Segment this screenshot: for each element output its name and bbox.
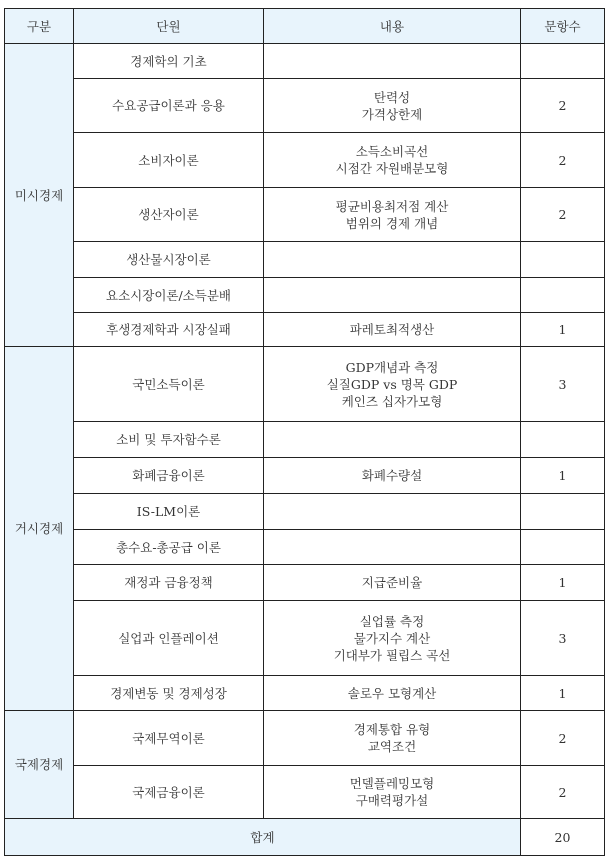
unit-cell: 실업과 인플레이션 — [74, 601, 264, 676]
category-cell: 미시경제 — [5, 44, 74, 347]
table-row — [5, 278, 605, 313]
unit-cell: 경제변동 및 경제성장 — [74, 676, 264, 711]
table-row — [5, 676, 605, 711]
table-row — [5, 711, 605, 766]
table-row — [5, 79, 605, 133]
unit-cell: 소비 및 투자함수론 — [74, 422, 264, 458]
content-cell — [264, 313, 521, 347]
table-row — [5, 188, 605, 242]
content-cell — [264, 458, 521, 494]
count-cell: 2 — [521, 79, 605, 133]
count-cell: 1 — [521, 676, 605, 711]
unit-cell: 화폐금융이론 — [74, 458, 264, 494]
content-line: 기대부가 필립스 곡선 — [333, 647, 451, 663]
table-row — [5, 347, 605, 422]
content-line: 경제통합 유형 — [353, 722, 431, 737]
total-count: 20 — [521, 819, 605, 856]
count-cell — [521, 242, 605, 278]
table-row — [5, 242, 605, 278]
table-row — [5, 44, 605, 79]
content-line: 케인즈 십자가모형 — [341, 393, 443, 409]
content-line: 교역조건 — [367, 739, 417, 754]
content-line: 구매력평가설 — [355, 793, 429, 808]
content-cell — [264, 188, 521, 242]
unit-cell: 재정과 금융정책 — [74, 565, 264, 601]
content-line: 가격상한제 — [361, 106, 423, 122]
count-cell — [521, 422, 605, 458]
content-cell — [264, 422, 521, 458]
content-cell — [264, 676, 521, 711]
unit-cell: 국제금융이론 — [74, 766, 264, 819]
category-cell: 거시경제 — [5, 347, 74, 711]
unit-cell: 국제무역이론 — [74, 711, 264, 766]
content-cell — [264, 347, 521, 422]
content-cell — [264, 766, 521, 819]
header-content: 내용 — [264, 9, 521, 44]
unit-cell: 국민소득이론 — [74, 347, 264, 422]
content-line: 솔로우 모형계산 — [347, 685, 437, 701]
content-line: 물가지수 계산 — [353, 630, 431, 646]
table-row — [5, 601, 605, 676]
total-label: 합계 — [5, 819, 521, 856]
count-cell: 1 — [521, 458, 605, 494]
content-line: 평균비용최저점 계산 — [335, 198, 449, 214]
header-unit: 단원 — [74, 9, 264, 44]
header-count: 문항수 — [521, 9, 605, 44]
content-line: 먼델플레밍모형 — [349, 776, 435, 791]
count-cell — [521, 494, 605, 530]
count-cell — [521, 44, 605, 79]
count-cell — [521, 530, 605, 565]
table-row — [5, 133, 605, 188]
content-line: 파레토최적생산 — [349, 322, 435, 337]
content-line: 범위의 경제 개념 — [345, 215, 439, 231]
content-line: 실질GDP vs 명목 GDP — [326, 376, 458, 392]
unit-cell: 요소시장이론/소득분배 — [74, 278, 264, 313]
table-row — [5, 422, 605, 458]
content-cell — [264, 565, 521, 601]
count-cell: 2 — [521, 711, 605, 766]
content-line: 화폐수량설 — [361, 468, 423, 483]
content-cell — [264, 530, 521, 565]
count-cell — [521, 278, 605, 313]
count-cell: 3 — [521, 601, 605, 676]
unit-cell: 생산물시장이론 — [74, 242, 264, 278]
count-cell: 1 — [521, 565, 605, 601]
content-line: GDP개념과 측정 — [345, 359, 439, 375]
table-row — [5, 530, 605, 565]
unit-cell: 생산자이론 — [74, 188, 264, 242]
content-cell — [264, 44, 521, 79]
table-row — [5, 494, 605, 530]
unit-cell: 수요공급이론과 응용 — [74, 79, 264, 133]
count-cell: 2 — [521, 766, 605, 819]
content-line: 지급준비율 — [361, 575, 423, 590]
content-cell — [264, 601, 521, 676]
exam-coverage-table — [4, 8, 605, 856]
category-cell: 국제경제 — [5, 711, 74, 819]
count-cell: 2 — [521, 188, 605, 242]
content-cell — [264, 711, 521, 766]
content-line: 탄력성 — [373, 89, 411, 105]
unit-cell: 경제학의 기초 — [74, 44, 264, 79]
count-cell: 1 — [521, 313, 605, 347]
content-cell — [264, 79, 521, 133]
content-line: 소득소비곡선 — [355, 144, 429, 159]
unit-cell: IS-LM이론 — [74, 494, 264, 530]
unit-cell: 총수요-총공급 이론 — [74, 530, 264, 565]
header-category: 구분 — [5, 9, 74, 44]
table-row — [5, 313, 605, 347]
total-row — [5, 819, 605, 856]
content-line: 시점간 자원배분모형 — [335, 161, 449, 176]
table-row — [5, 766, 605, 819]
count-cell: 3 — [521, 347, 605, 422]
table-row — [5, 458, 605, 494]
unit-cell: 소비자이론 — [74, 133, 264, 188]
unit-cell: 후생경제학과 시장실패 — [74, 313, 264, 347]
header-row — [5, 9, 605, 44]
content-cell — [264, 242, 521, 278]
count-cell: 2 — [521, 133, 605, 188]
table-row — [5, 565, 605, 601]
content-line: 실업률 측정 — [359, 613, 425, 629]
content-cell — [264, 278, 521, 313]
content-cell — [264, 494, 521, 530]
content-cell — [264, 133, 521, 188]
